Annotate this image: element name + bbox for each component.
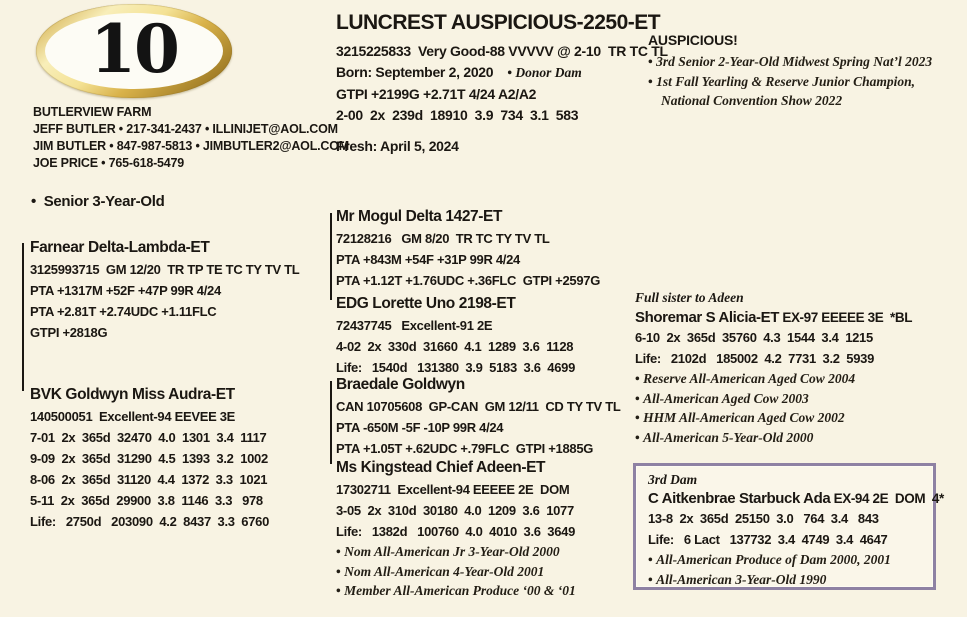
pedigree-line: PTA +1.12T +1.76UDC +.36FLC GTPI +2597G [336, 273, 601, 288]
animal-born-line [336, 64, 582, 81]
dam-name: BVK Goldwyn Miss Audra-ET [30, 386, 235, 403]
award-bullet: • Member All-American Produce ‘00 & ‘01 [336, 581, 646, 601]
pedigree-line: PTA +2.81T +2.74UDC +1.11FLC [30, 304, 217, 319]
sister-name: Shoremar S Alicia-ET [635, 309, 779, 326]
animal-reg-line: 3215225833 Very Good-88 VVVVV @ 2-10 TR TC TL [336, 43, 668, 59]
pedigree-line: 3-05 2x 310d 30180 4.0 1209 3.6 1077 [336, 503, 574, 518]
consignor-block [33, 104, 349, 172]
pedigree-line: 4-02 2x 330d 31660 4.1 1289 3.6 1128 [336, 339, 574, 354]
third-dam-box [633, 463, 944, 590]
dam-dam-block [336, 457, 646, 601]
farm-name: BUTLERVIEW FARM [33, 105, 152, 119]
farm-contact-line: JOE PRICE • 765-618-5479 [33, 156, 185, 170]
animal-name: LUNCREST AUSPICIOUS-2250-ET [336, 11, 661, 34]
award-bullet: • All-American 5-Year-Old 2000 [635, 428, 955, 448]
sister-score: EX-97 EEEEE 3E *BL [779, 310, 913, 325]
award-bullet: • All-American Aged Cow 2003 [635, 389, 955, 409]
pedigree-line: 72128216 GM 8/20 TR TC TY TV TL [336, 231, 550, 246]
donor-dam-note: • Donor Dam [507, 65, 582, 80]
pedigree-line: GTPI +2818G [30, 325, 108, 340]
dam-sire-block [336, 374, 621, 459]
highlight-bullet: • 1st Fall Yearling & Reserve Junior Champion, National Convention Show 2022 [648, 72, 956, 111]
pedigree-line: Life: 2750d 203090 4.2 8437 3.3 6760 [30, 514, 270, 529]
dam-sire-name: Braedale Goldwyn [336, 376, 465, 393]
pedigree-line: 140500051 Excellent-94 EEVEE 3E [30, 409, 236, 424]
pedigree-line: PTA -650M -5F -10P 99R 4/24 [336, 420, 504, 435]
pedigree-line: 8-06 2x 365d 31120 4.4 1372 3.3 1021 [30, 472, 268, 487]
pedigree-line: 13-8 2x 365d 25150 3.0 764 3.4 843 [648, 511, 879, 526]
award-bullet: • HHM All-American Aged Cow 2002 [635, 408, 955, 428]
pedigree-line: Life: 2102d 185002 4.2 7731 3.2 5939 [635, 350, 875, 366]
pedigree-line: 7-01 2x 365d 32470 4.0 1301 3.4 1117 [30, 430, 267, 445]
pedigree-line: Life: 1540d 131380 3.9 5183 3.6 4699 [336, 360, 576, 375]
animal-fresh-line: Fresh: April 5, 2024 [336, 138, 459, 154]
pedigree-line: 72437745 Excellent-91 2E [336, 318, 493, 333]
sire-dam-block [336, 293, 575, 378]
sire-block [30, 237, 299, 343]
born-date: Born: September 2, 2020 [336, 64, 494, 80]
highlights-block [648, 32, 956, 111]
sire-sire-name: Mr Mogul Delta 1427-ET [336, 208, 503, 225]
third-dam-label: 3rd Dam [648, 472, 698, 487]
award-bullet: • All-American 3-Year-Old 1990 [648, 570, 925, 590]
farm-contact-line: JIM BUTLER • 847-987-5813 • JIMBUTLER2@AOL.COM [33, 139, 349, 153]
pedigree-line: PTA +1.05T +.62UDC +.79FLC GTPI +1885G [336, 441, 594, 456]
award-bullet: • Reserve All-American Aged Cow 2004 [635, 369, 955, 389]
pedigree-line: PTA +1317M +52F +47P 99R 4/24 [30, 283, 221, 298]
dam-block [30, 384, 269, 532]
third-dam-score: EX-94 2E DOM 4* [830, 491, 944, 506]
sire-name: Farnear Delta-Lambda-ET [30, 239, 210, 256]
animal-record-line: 2-00 2x 239d 18910 3.9 734 3.1 583 [336, 107, 579, 123]
pedigree-line: 5-11 2x 365d 29900 3.8 1146 3.3 978 [30, 493, 263, 508]
dam-dam-name: Ms Kingstead Chief Adeen-ET [336, 459, 546, 476]
award-bullet: • All-American Produce of Dam 2000, 2001 [648, 550, 925, 570]
pedigree-line: 3125993715 GM 12/20 TR TP TE TC TY TV TL [30, 262, 300, 277]
pedigree-line: 6-10 2x 365d 35760 4.3 1544 3.4 1215 [635, 330, 873, 345]
lot-number: 10 [90, 10, 178, 88]
pedigree-line: PTA +843M +54F +31P 99R 4/24 [336, 252, 520, 267]
highlight-bullet: • 3rd Senior 2-Year-Old Midwest Spring Nat’l 2023 [648, 52, 956, 72]
third-dam-name-line [648, 488, 944, 509]
lot-number-badge-inner [45, 10, 223, 89]
pedigree-bracket-line [330, 381, 332, 464]
sister-name-line [635, 307, 955, 328]
pedigree-line: Life: 6 Lact 137732 3.4 4749 3.4 4647 [648, 531, 888, 547]
farm-contact-line: JEFF BUTLER • 217-341-2437 • ILLINIJET@AOL.COM [33, 122, 338, 136]
highlights-title: AUSPICIOUS! [648, 32, 738, 48]
lot-number-badge [36, 4, 232, 98]
third-dam-name: C Aitkenbrae Starbuck Ada [648, 490, 831, 507]
maternal-sister-block [635, 289, 955, 447]
pedigree-bracket-line [330, 213, 332, 300]
pedigree-line: 17302711 Excellent-94 EEEEE 2E DOM [336, 482, 570, 497]
class-label: • Senior 3-Year-Old [31, 193, 164, 210]
pedigree-line: CAN 10705608 GP-CAN GM 12/11 CD TY TV TL [336, 399, 621, 414]
animal-gtpi-line: GTPI +2199G +2.71T 4/24 A2/A2 [336, 86, 537, 102]
award-bullet: • Nom All-American Jr 3-Year-Old 2000 [336, 542, 646, 562]
pedigree-line: 9-09 2x 365d 31290 4.5 1393 3.2 1002 [30, 451, 268, 466]
sire-dam-name: EDG Lorette Uno 2198-ET [336, 295, 516, 312]
pedigree-bracket-line [22, 243, 24, 391]
pedigree-line: Life: 1382d 100760 4.0 4010 3.6 3649 [336, 524, 576, 539]
award-bullet: • Nom All-American 4-Year-Old 2001 [336, 562, 646, 582]
sister-note: Full sister to Adeen [635, 290, 744, 305]
sire-sire-block [336, 206, 600, 291]
